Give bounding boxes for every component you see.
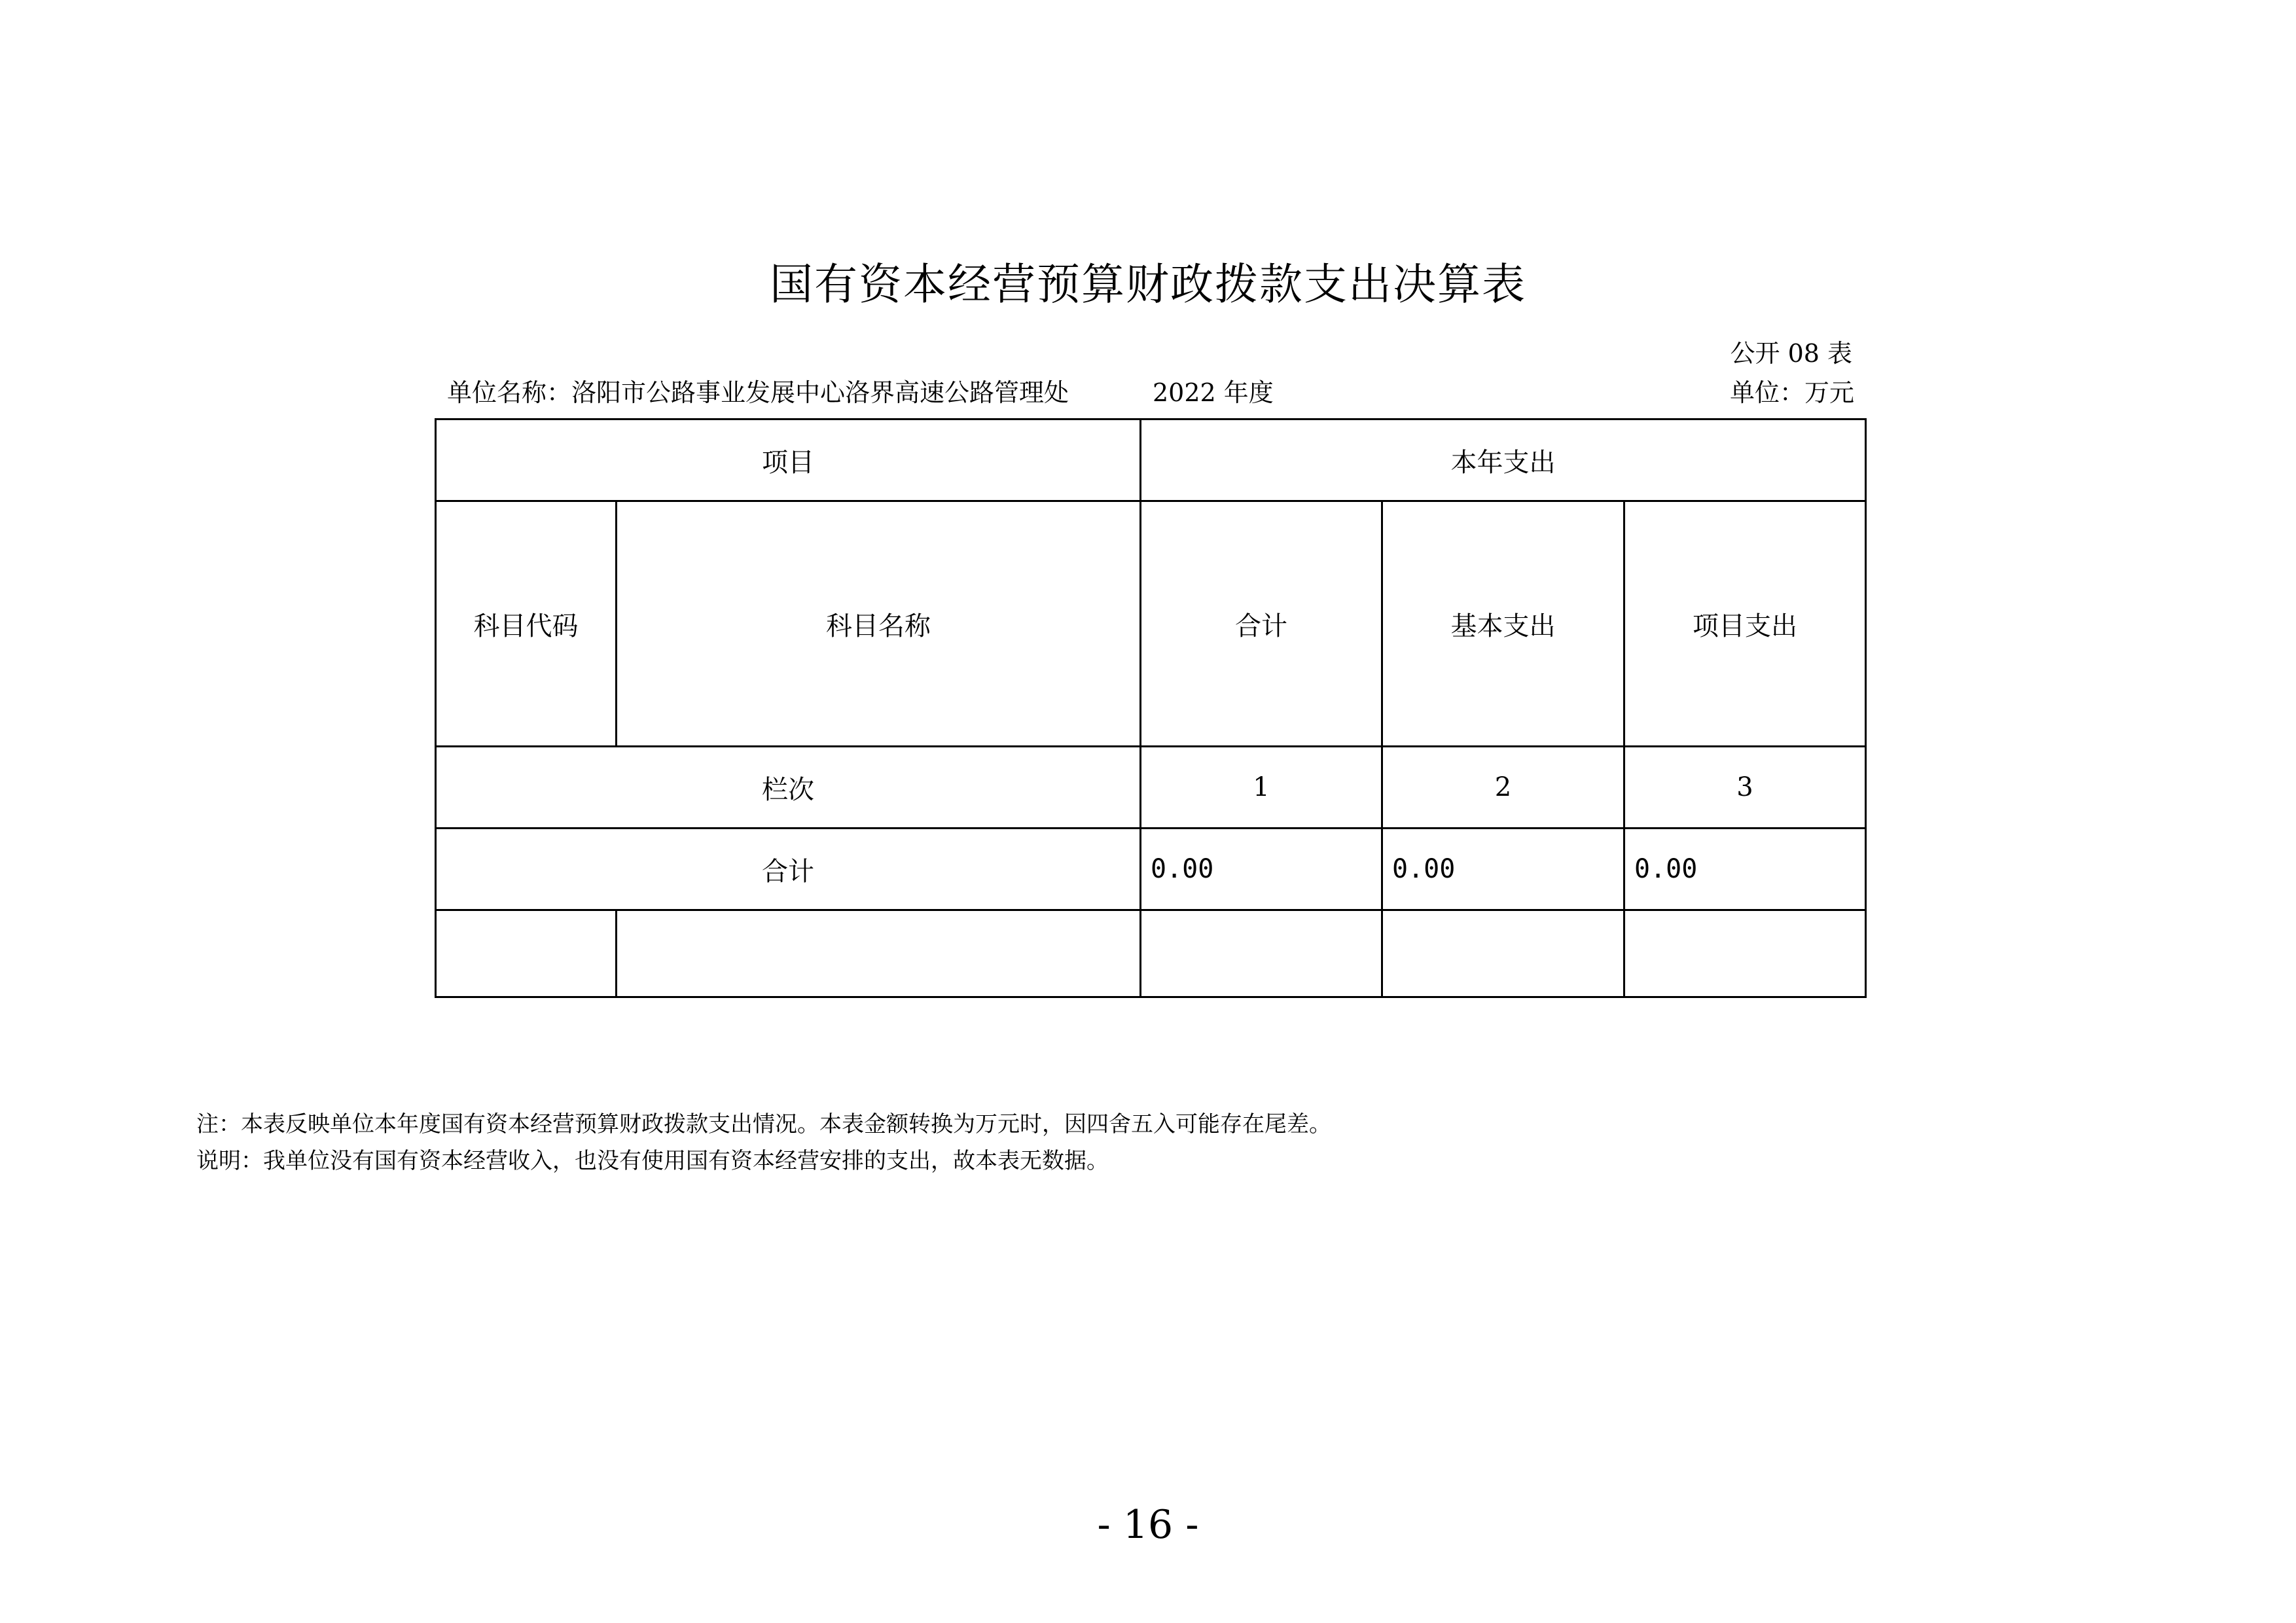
column-number-2: 2 xyxy=(1382,747,1624,829)
explanation-text: 说明：我单位没有国有资本经营收入，也没有使用国有资本经营安排的支出，故本表无数据。 xyxy=(196,1148,1109,1174)
empty-cell xyxy=(436,910,617,997)
total-basic-amount: 0.00 xyxy=(1382,829,1624,910)
total-row xyxy=(436,829,1866,910)
column-number-3: 3 xyxy=(1624,747,1866,829)
header-subject-name: 科目名称 xyxy=(617,501,1141,747)
notes xyxy=(196,1106,1331,1179)
page-title: 国有资本经营预算财政拨款支出决算表 xyxy=(770,259,1526,310)
budget-table xyxy=(435,418,1867,998)
total-amount: 0.00 xyxy=(1141,829,1382,910)
total-label: 合计 xyxy=(436,829,1141,910)
empty-cell xyxy=(1141,910,1382,997)
empty-cell xyxy=(1382,910,1624,997)
note-text: 注：本表反映单位本年度国有资本经营预算财政拨款支出情况。本表金额转换为万元时，因四舍五入可能存在尾差。 xyxy=(196,1111,1331,1137)
header-item: 项目 xyxy=(436,419,1141,501)
table-header-row xyxy=(436,419,1866,501)
column-number-1: 1 xyxy=(1141,747,1382,829)
empty-cell xyxy=(617,910,1141,997)
total-project-amount: 0.00 xyxy=(1624,829,1866,910)
empty-row xyxy=(436,910,1866,997)
header-current-year-expense: 本年支出 xyxy=(1141,419,1866,501)
header-total: 合计 xyxy=(1141,501,1382,747)
header-basic-expense: 基本支出 xyxy=(1382,501,1624,747)
column-number-row xyxy=(436,747,1866,829)
empty-cell xyxy=(1624,910,1866,997)
header-subject-code: 科目代码 xyxy=(436,501,617,747)
currency-unit: 单位：万元 xyxy=(1729,378,1854,407)
table-subheader-row xyxy=(436,501,1866,747)
page-number: - 16 - xyxy=(1097,1502,1199,1548)
unit-name: 单位名称：洛阳市公路事业发展中心洛界高速公路管理处 xyxy=(447,378,1069,407)
form-number: 公开 08 表 xyxy=(1730,339,1852,368)
header-project-expense: 项目支出 xyxy=(1624,501,1866,747)
column-number-label: 栏次 xyxy=(436,747,1141,829)
fiscal-year: 2022 年度 xyxy=(1153,378,1274,407)
